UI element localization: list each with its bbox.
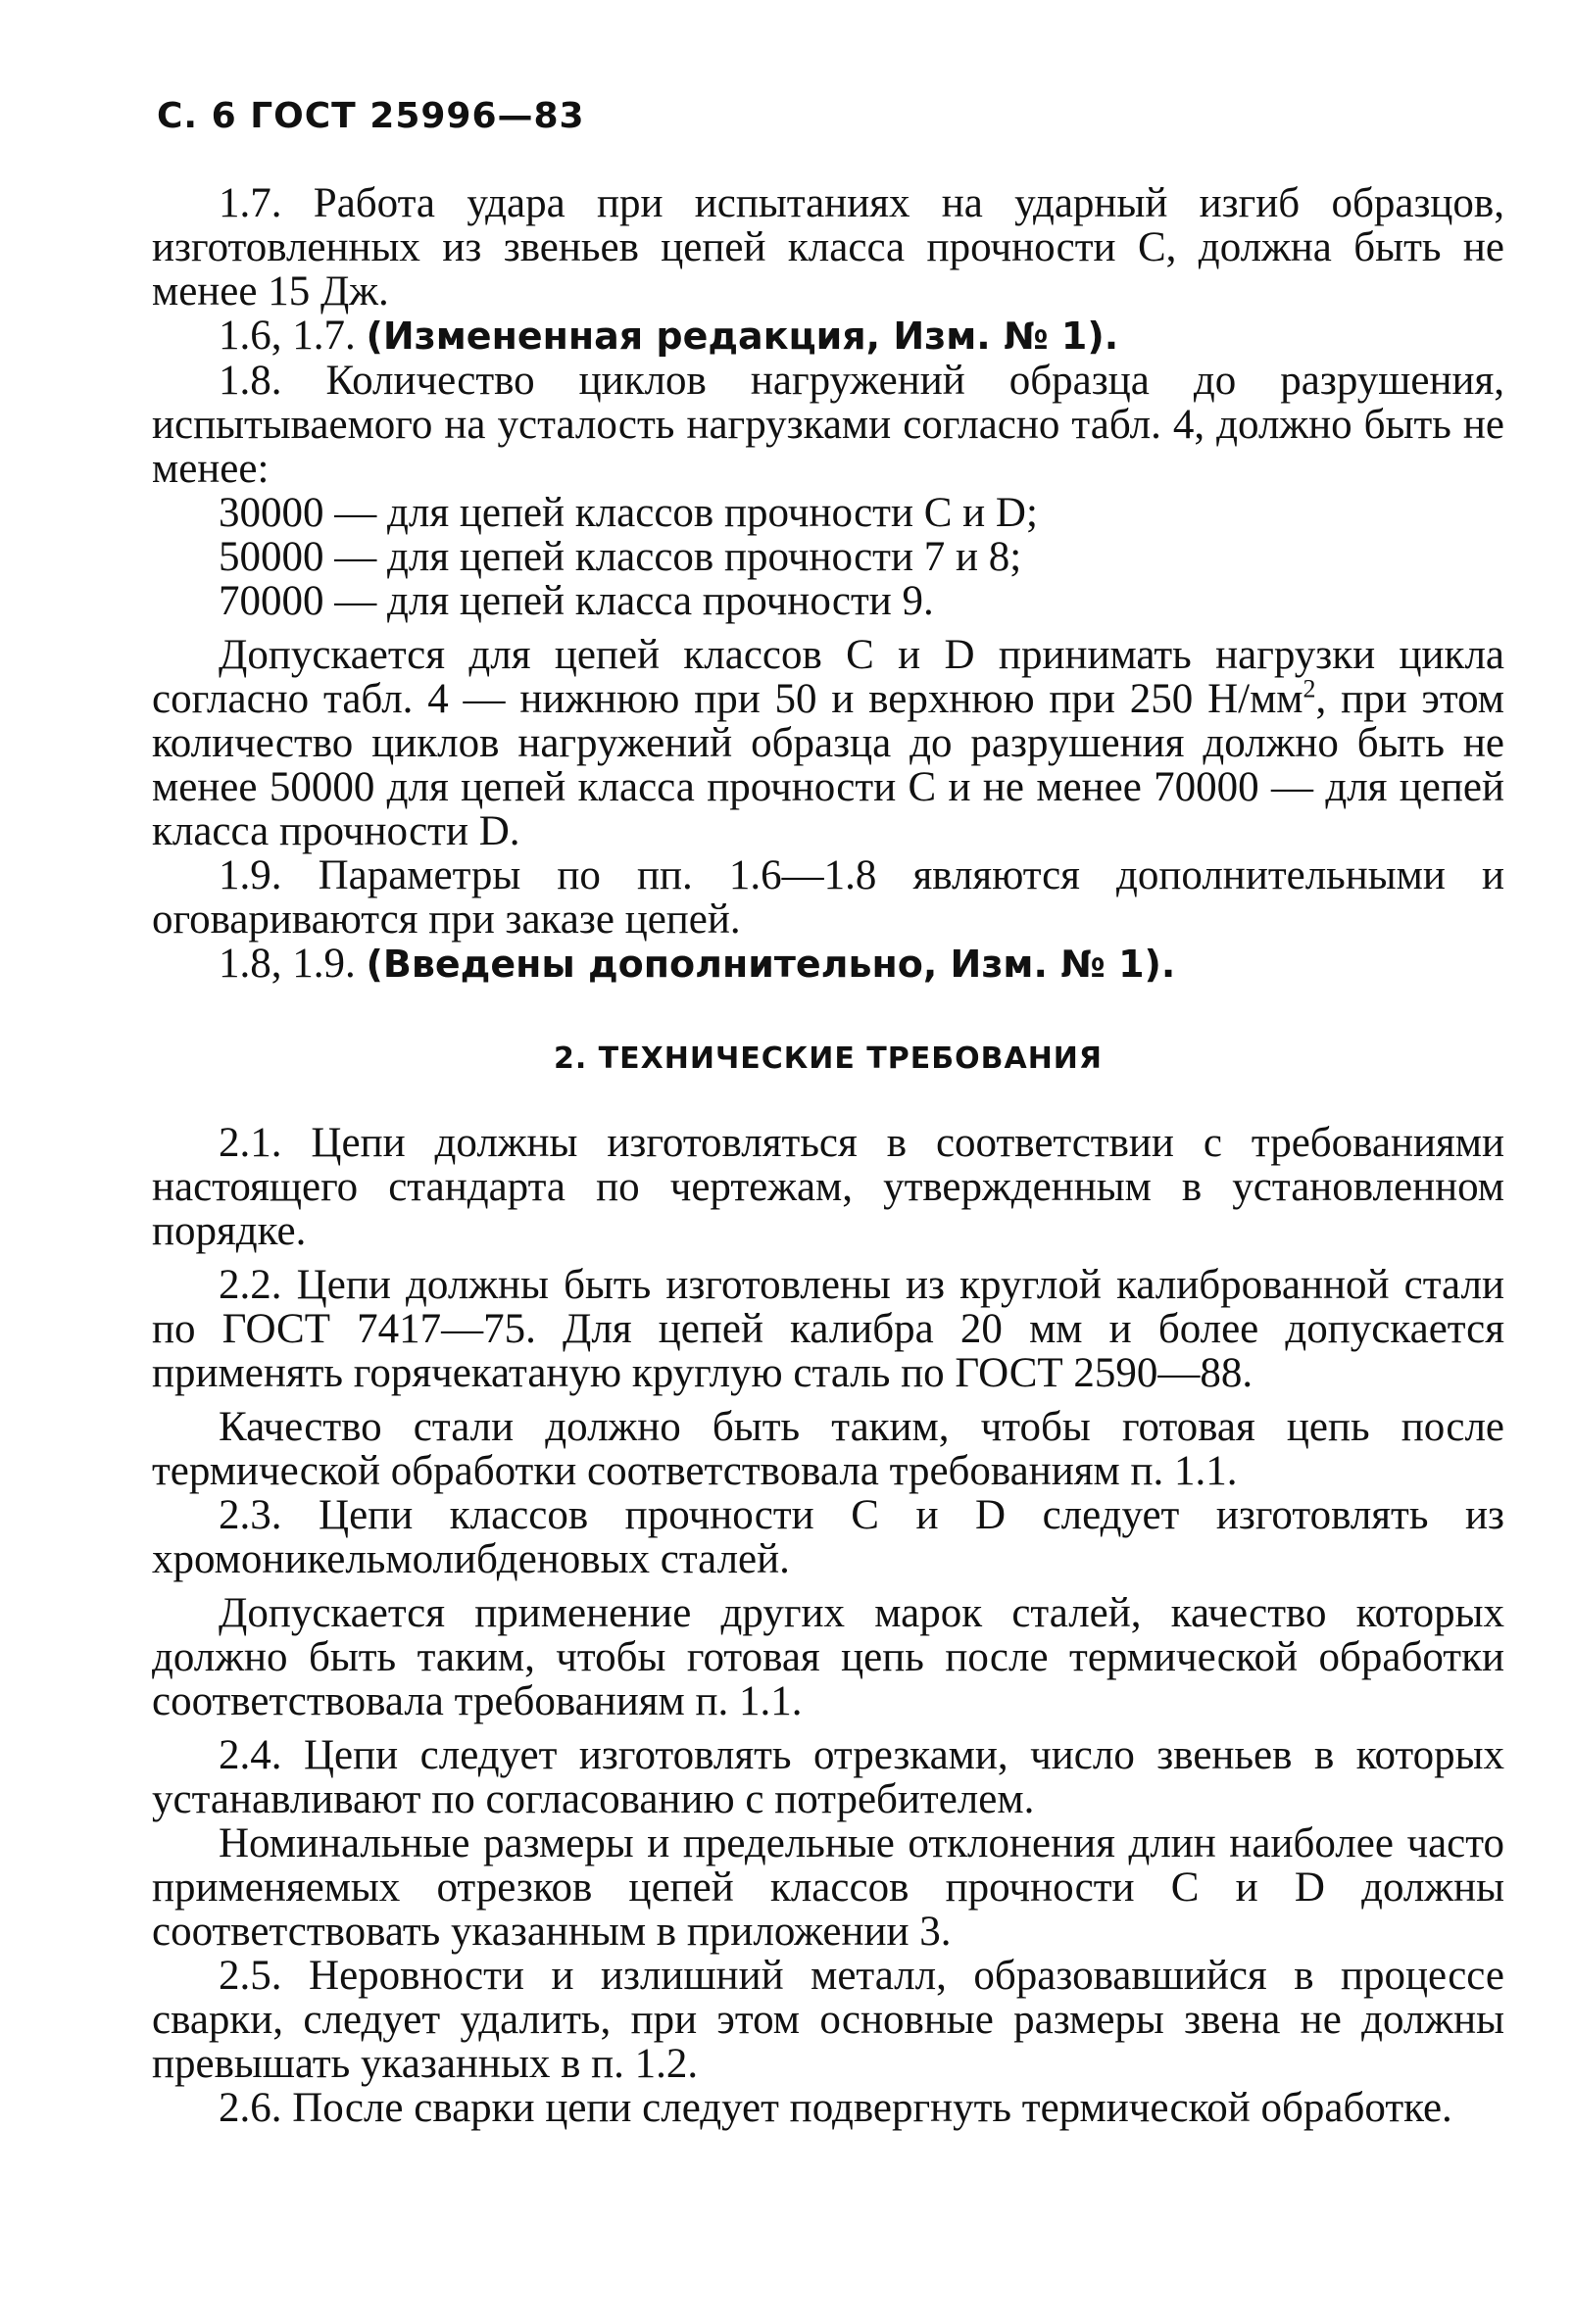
- amendment-note-1-8-1-9: [152, 942, 1504, 987]
- list-item: 50000 — для цепей классов прочности 7 и 8;: [219, 534, 1022, 580]
- paragraph-nominal-sizes: Номинальные размеры и предельные отклонения длин наиболее часто применяемых отрезков цепей классов прочности C и D должны соответствовать указанным в приложении 3.: [152, 1820, 1504, 1955]
- paragraph-other-steels: Допускается применение других марок сталей, качество которых должно быть таким, чтобы готовая цепь после термической обработки соответствовала требованиям п. 1.1.: [152, 1590, 1504, 1724]
- allowed-loads-text-2: , при этом количество циклов нагружений образца до разрушения должно быть не менее 50000 для цепей класса прочности C и не менее 70000 — для цепей класса прочности D.: [152, 676, 1504, 854]
- list-item: 30000 — для цепей классов прочности C и D;: [219, 490, 1038, 536]
- paragraph-2-1: 2.1. Цепи должны изготовляться в соответствии с требованиями настоящего стандарта по чертежам, утвержденным в установленном порядке.: [152, 1120, 1504, 1254]
- page-header: С. 6 ГОСТ 25996—83: [157, 96, 585, 136]
- list-item: 70000 — для цепей класса прочности 9.: [219, 578, 934, 624]
- allowed-loads-text-1: Допускается для цепей классов C и D принимать нагрузки цикла согласно табл. 4 — нижнюю при 50 и верхнюю при 250 Н/мм: [152, 632, 1504, 722]
- amendment-note-1-6-1-7: [152, 314, 1504, 359]
- paragraph-1-8: 1.8. Количество циклов нагружений образца до разрушения, испытываемого на усталость нагрузками согласно табл. 4, должно быть не менее:: [152, 358, 1504, 492]
- amendment-ref: 1.8, 1.9.: [219, 941, 367, 987]
- paragraph-2-5: 2.5. Неровности и излишний металл, образовавшийся в процессе сварки, следует удалить, при этом основные размеры звена не должны превышать указанных в п. 1.2.: [152, 1953, 1504, 2087]
- section-title: 2. ТЕХНИЧЕСКИЕ ТРЕБОВАНИЯ: [553, 1041, 1104, 1076]
- paragraph-2-2: 2.2. Цепи должны быть изготовлены из круглой калиброванной стали по ГОСТ 7417—75. Для цепей калибра 20 мм и более допускается применять горячекатаную круглую сталь по ГОСТ 2590—88.: [152, 1262, 1504, 1396]
- document-body: [152, 181, 1504, 2130]
- amendment-text: (Введены дополнительно, Изм. № 1).: [366, 943, 1176, 986]
- amendment-ref: 1.6, 1.7.: [219, 313, 367, 359]
- amendment-text: (Измененная редакция, Изм. № 1).: [366, 315, 1119, 358]
- superscript: 2: [1303, 674, 1316, 703]
- paragraph-2-4: 2.4. Цепи следует изготовлять отрезками, число звеньев в которых устанавливают по согласованию с потребителем.: [152, 1732, 1504, 1822]
- paragraph-allowed-loads: [152, 633, 1504, 853]
- paragraph-steel-quality: Качество стали должно быть таким, чтобы готовая цепь после термической обработки соответствовала требованиям п. 1.1.: [152, 1404, 1504, 1494]
- paragraph-1-7: 1.7. Работа удара при испытаниях на ударный изгиб образцов, изготовленных из звеньев цепей класса прочности C, должна быть не менее 15 Дж.: [152, 180, 1504, 315]
- paragraph-2-6: 2.6. После сварки цепи следует подвергнуть термической обработке.: [219, 2085, 1452, 2131]
- paragraph-1-9: 1.9. Параметры по пп. 1.6—1.8 являются дополнительными и оговариваются при заказе цепей.: [152, 852, 1504, 943]
- paragraph-2-3: 2.3. Цепи классов прочности C и D следует изготовлять из хромоникельмолибденовых сталей.: [152, 1492, 1504, 1582]
